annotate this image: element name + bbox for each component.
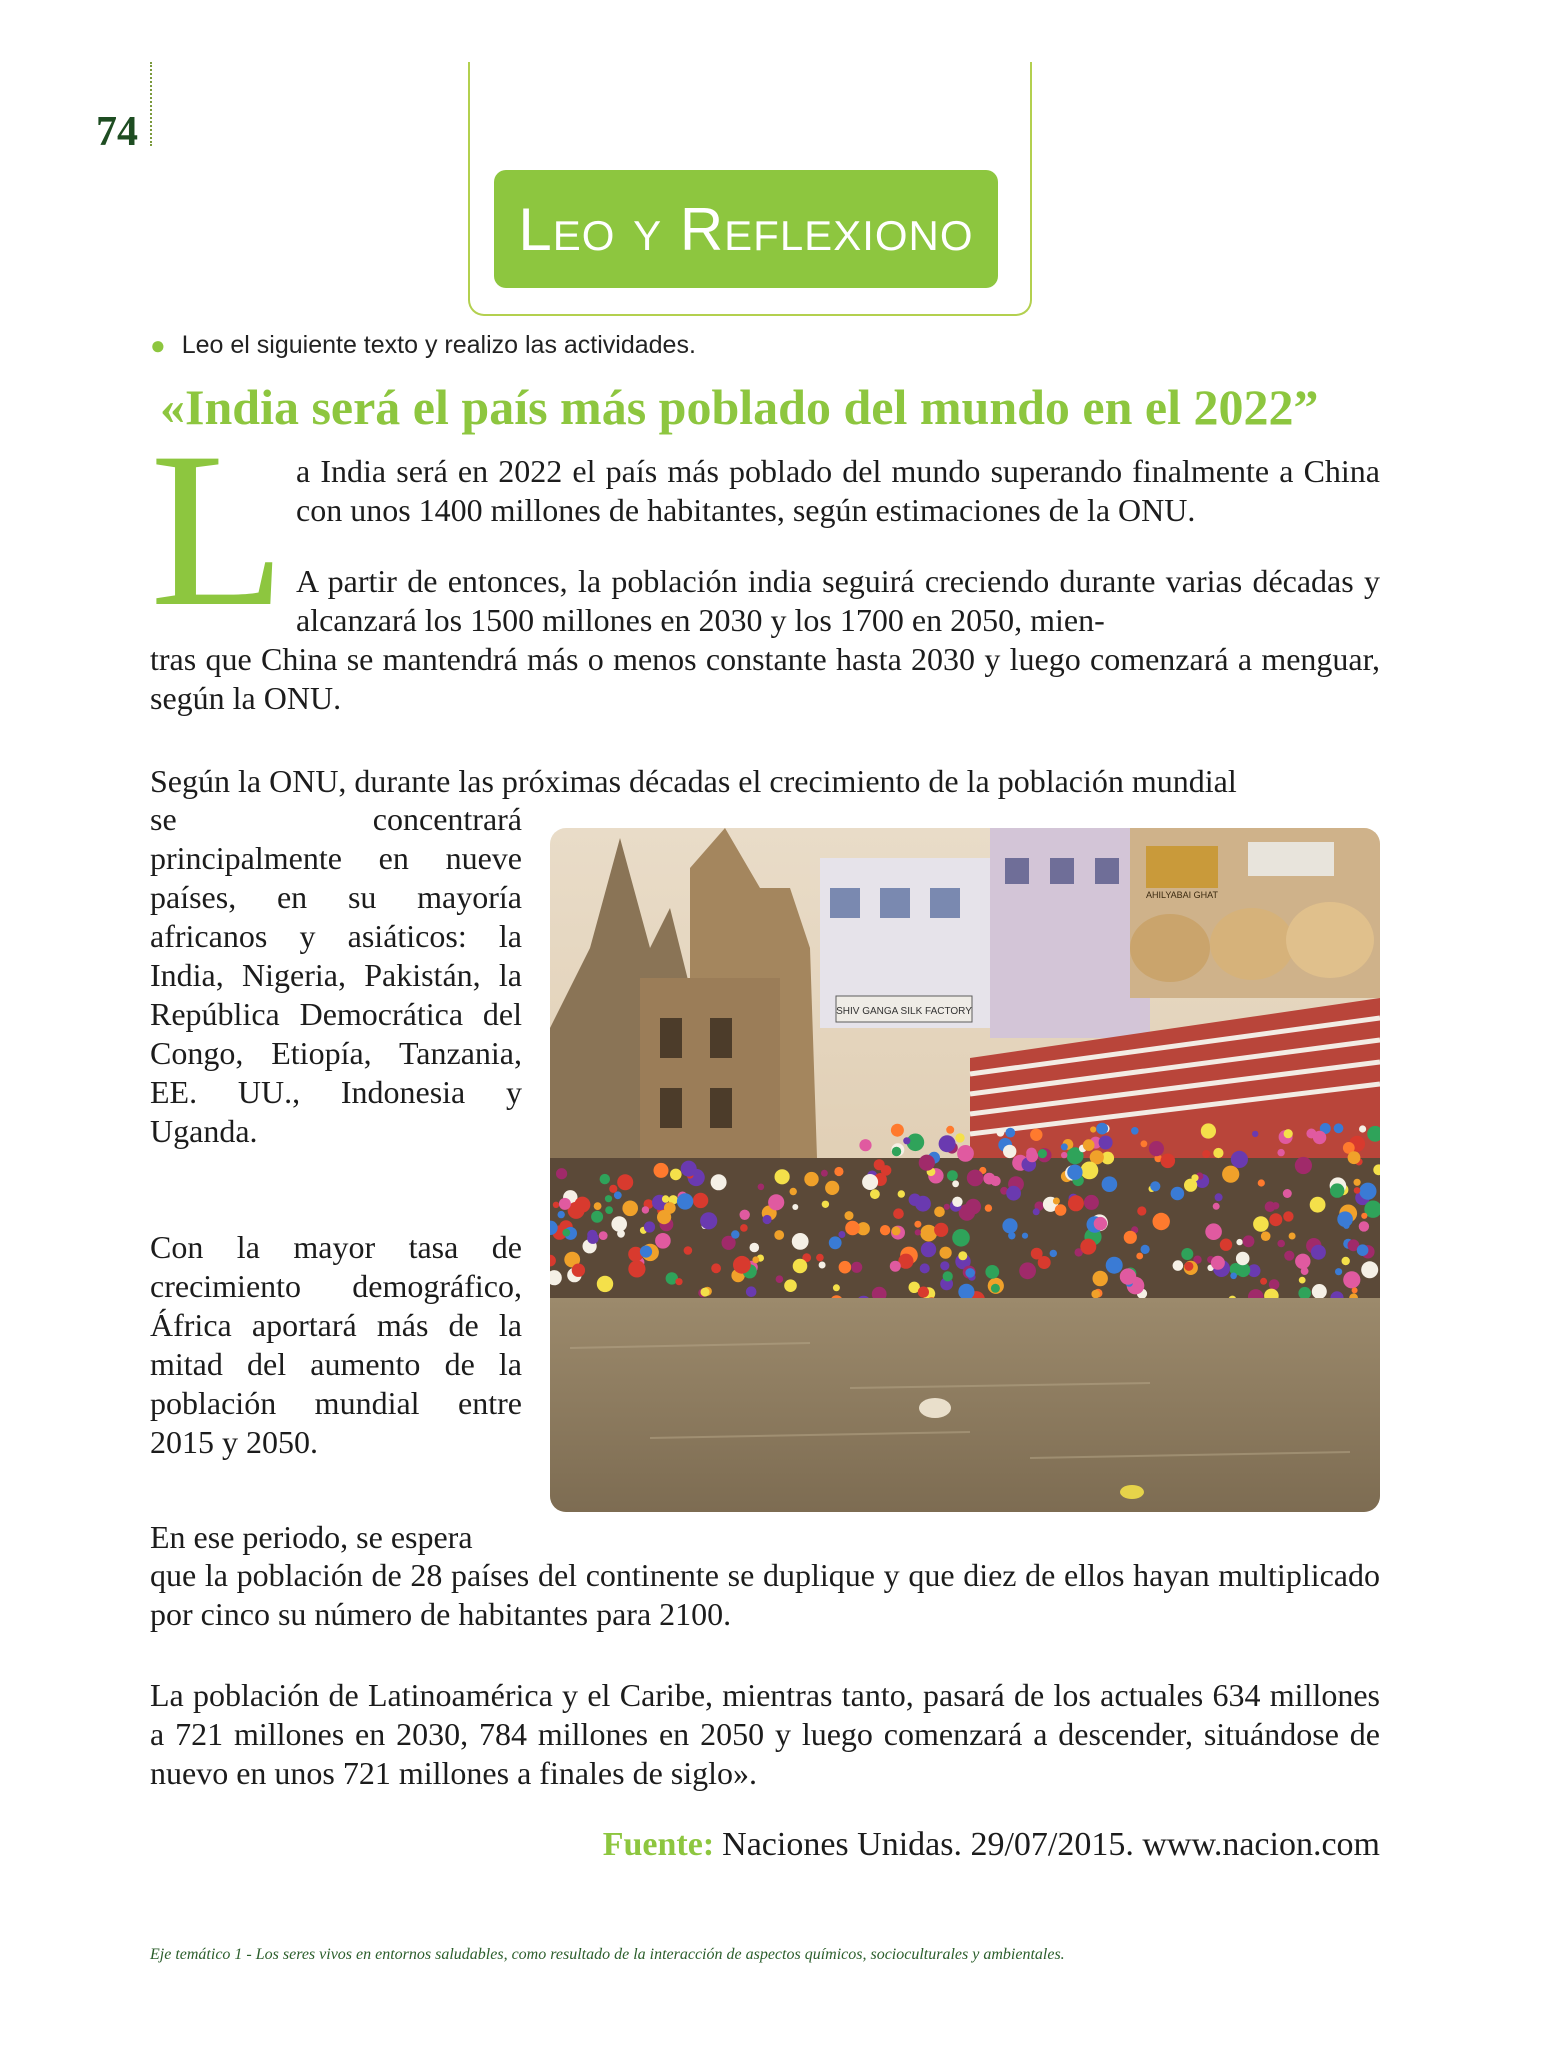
crowd-figure <box>915 1196 931 1212</box>
crowd-figure <box>829 1236 842 1249</box>
crowd-figure <box>1213 1203 1220 1210</box>
crowd-figure <box>944 1204 950 1210</box>
crowd-figure <box>833 1284 840 1291</box>
crowd-figure <box>1261 1231 1271 1241</box>
crowd-figure <box>1067 1165 1082 1180</box>
crowd-figure <box>845 1221 860 1236</box>
source-citation <box>603 1826 1380 1864</box>
crowd-figure <box>825 1181 839 1195</box>
paragraph-5: En ese periodo, se espera <box>150 1519 473 1555</box>
crowd-figure <box>1289 1233 1296 1240</box>
crowd-figure <box>1230 1273 1237 1280</box>
crowd-figure <box>1099 1136 1113 1150</box>
crowd-figure <box>1354 1187 1361 1194</box>
crowd-figure <box>1141 1140 1148 1147</box>
crowd-figure <box>594 1202 602 1210</box>
page-number-divider <box>150 62 152 146</box>
crowd-figure <box>1002 1218 1017 1233</box>
crowd-figure <box>793 1259 808 1274</box>
crowd-figure <box>839 1261 852 1274</box>
crowd-figure <box>1312 1284 1327 1299</box>
crowd-figure <box>758 1184 765 1191</box>
ganges-ghat-photo <box>550 828 1380 1512</box>
crowd-figure <box>1080 1239 1096 1255</box>
crowd-figure <box>792 1233 809 1250</box>
crowd-figure <box>1236 1252 1250 1266</box>
crowd-figure <box>662 1195 669 1202</box>
crowd-figure <box>1026 1148 1037 1159</box>
crowd-figure <box>1354 1179 1361 1186</box>
crowd-figure <box>609 1185 617 1193</box>
crowd-figure <box>1094 1217 1107 1230</box>
crowd-figure <box>1030 1129 1042 1141</box>
crowd-figure <box>774 1230 784 1240</box>
crowd-figure <box>958 1251 967 1260</box>
crowd-figure <box>733 1256 751 1274</box>
crowd-figure <box>763 1215 772 1224</box>
crowd-figure <box>558 1211 565 1218</box>
crowd-figure <box>556 1168 567 1179</box>
crowd-figure <box>1330 1183 1344 1197</box>
crowd-figure <box>1055 1204 1067 1216</box>
crowd-figure <box>693 1193 708 1208</box>
crowd-figure <box>750 1243 760 1253</box>
crowd-figure <box>862 1174 878 1190</box>
crowd-figure <box>670 1169 682 1181</box>
crowd-figure <box>1299 1277 1306 1284</box>
crowd-figure <box>644 1221 655 1232</box>
crowd-figure <box>1283 1189 1292 1198</box>
crowd-figure <box>1342 1257 1350 1265</box>
crowd-figure <box>1359 1125 1366 1132</box>
crowd-figure <box>562 1229 570 1237</box>
crowd-figure <box>819 1262 826 1269</box>
crowd-figure <box>983 1173 995 1185</box>
crowd-figure <box>1361 1261 1378 1278</box>
crowd-figure <box>891 1124 904 1137</box>
crowd-figure <box>834 1167 843 1176</box>
crowd-figure <box>816 1254 824 1262</box>
crowd-figure <box>821 1170 828 1177</box>
crowd-figure <box>1220 1239 1232 1251</box>
crowd-figure <box>775 1169 790 1184</box>
paragraph-2-continued: tras que China se mantendrá más o menos constante hasta 2030 y luego comenzará a menguar, según la ONU. <box>150 641 1380 716</box>
crowd-figure <box>684 1246 693 1255</box>
crowd-figure <box>804 1172 818 1186</box>
crowd-figure <box>943 1271 953 1281</box>
paragraph-4: Con la mayor tasa de crecimiento demográfico, África aportará más de la mitad del aumento de la población mundial entre 2015 y 2050. <box>150 1229 522 1460</box>
crowd-figure <box>640 1246 652 1258</box>
crowd-figure <box>1313 1131 1326 1144</box>
crowd-figure <box>952 1197 962 1207</box>
crowd-figure <box>574 1197 590 1213</box>
crowd-figure <box>1136 1253 1143 1260</box>
crowd-figure <box>920 1263 930 1273</box>
crowd-figure <box>934 1223 948 1237</box>
crowd-figure <box>851 1262 862 1273</box>
crowd-figure <box>1033 1208 1040 1215</box>
crowd-figure <box>553 1202 559 1208</box>
crowd-figure <box>914 1221 921 1228</box>
crowd-figure <box>572 1264 585 1277</box>
crowd-figure <box>591 1211 603 1223</box>
paragraph-2: A partir de entonces, la población india seguirá creciendo durante varias décadas y alcanzará los 1500 millones en 2030 y los 1700 en 2050, mien- <box>296 563 1380 638</box>
crowd-figure <box>1019 1262 1036 1279</box>
crowd-figure <box>957 1145 974 1162</box>
crowd-figure <box>893 1208 904 1219</box>
crowd-figure <box>859 1139 871 1151</box>
crowd-figure <box>965 1199 981 1215</box>
crowd-figure <box>898 1190 905 1197</box>
photo-sign-factory: SHIV GANGA SILK FACTORY <box>836 1006 972 1017</box>
crowd-figure <box>768 1194 784 1210</box>
crowd-figure <box>1003 1145 1016 1158</box>
crowd-figure <box>677 1193 693 1209</box>
crowd-figure <box>1361 1213 1367 1219</box>
crowd-figure <box>617 1174 633 1190</box>
crowd-figure <box>1269 1279 1280 1290</box>
source-label: Fuente: <box>602 1826 715 1863</box>
crowd-figure <box>1335 1268 1342 1275</box>
crowd-figure <box>822 1201 829 1208</box>
crowd-figure <box>622 1201 638 1217</box>
crowd-figure <box>675 1278 682 1285</box>
crowd-figure <box>985 1204 992 1211</box>
crowd-figure <box>1236 1239 1242 1245</box>
crowd-figure <box>1006 1186 1021 1201</box>
crowd-figure <box>1201 1123 1216 1138</box>
crowd-figure <box>614 1191 622 1199</box>
crowd-figure <box>1141 1245 1150 1254</box>
crowd-figure <box>654 1163 669 1178</box>
crowd-figure <box>1022 1233 1028 1239</box>
crowd-figure <box>892 1226 901 1235</box>
crowd-figure <box>1310 1197 1326 1213</box>
crowd-figure <box>611 1216 627 1232</box>
crowd-figure <box>958 1284 974 1300</box>
crowd-figure <box>746 1286 757 1297</box>
crowd-figure <box>740 1224 748 1232</box>
crowd-figure <box>1298 1287 1311 1300</box>
crowd-figure <box>903 1137 910 1144</box>
crowd-figure <box>1343 1271 1360 1288</box>
crowd-figure <box>776 1275 784 1283</box>
crowd-figure <box>664 1202 676 1214</box>
photo-sign-ghat: AHILYABAI GHAT <box>1145 890 1219 900</box>
crowd-figure <box>892 1147 901 1156</box>
crowd-figure <box>740 1210 750 1220</box>
crowd-figure <box>599 1231 608 1240</box>
crowd-figure <box>890 1261 901 1272</box>
drop-cap: L <box>150 407 286 653</box>
crowd-figure <box>946 1126 954 1134</box>
crowd-figure <box>1213 1148 1223 1158</box>
crowd-figure <box>1352 1287 1358 1293</box>
crowd-figure <box>915 1229 921 1235</box>
crowd-figure <box>1153 1213 1170 1230</box>
crowd-figure <box>1106 1257 1123 1274</box>
crowd-figure <box>997 1129 1005 1137</box>
crowd-figure <box>1093 1271 1108 1286</box>
crowd-figure <box>1102 1176 1118 1192</box>
crowd-figure <box>1202 1150 1210 1158</box>
crowd-figure <box>587 1230 597 1240</box>
crowd-figure <box>1272 1202 1279 1209</box>
crowd-figure <box>985 1265 999 1279</box>
crowd-figure <box>1096 1123 1108 1135</box>
crowd-figure <box>681 1161 697 1177</box>
crowd-figure <box>1359 1183 1376 1200</box>
crowd-figure <box>1061 1143 1068 1150</box>
crowd-figure <box>1252 1131 1258 1137</box>
crowd-figure <box>597 1276 613 1292</box>
crowd-figure <box>752 1256 759 1263</box>
crowd-figure <box>1081 1162 1099 1180</box>
crowd-figure <box>1337 1211 1353 1227</box>
crowd-figure <box>1269 1213 1282 1226</box>
crowd-figure <box>1243 1235 1255 1247</box>
crowd-figure <box>1359 1221 1369 1231</box>
crowd-figure <box>1181 1248 1193 1260</box>
paragraph-6: La población de Latinoamérica y el Caribe, mientras tanto, pasará de los actuales 634 millones a 721 millones en 2030, 784 millones en 2050 y luego comenzará a descender, situándose de nuevo en unos 721 millones a finales de siglo». <box>150 1677 1380 1791</box>
crowd-figure <box>1084 1195 1099 1210</box>
crowd-figure <box>1149 1141 1164 1156</box>
crowd-figure <box>1068 1195 1084 1211</box>
paragraph-3: Según la ONU, durante las próximas décadas el crecimiento de la población mundial <box>150 763 1237 799</box>
crowd-figure <box>559 1198 571 1210</box>
crowd-figure <box>952 1229 970 1247</box>
crowd-figure <box>845 1211 854 1220</box>
crowd-figure <box>1253 1216 1269 1232</box>
crowd-figure <box>700 1212 717 1229</box>
instruction <box>150 330 696 361</box>
crowd-figure <box>1334 1123 1344 1133</box>
crowd-figure <box>1137 1206 1146 1215</box>
crowd-figure <box>1295 1157 1312 1174</box>
crowd-figure <box>605 1206 613 1214</box>
crowd-figure <box>1231 1151 1248 1168</box>
crowd-figure <box>1090 1126 1096 1132</box>
crowd-figure <box>1091 1290 1100 1299</box>
crowd-figure <box>919 1155 935 1171</box>
crowd-figure <box>940 1247 952 1259</box>
crowd-figure <box>1120 1268 1136 1284</box>
crowd-figure <box>939 1135 956 1152</box>
page-number: 74 <box>96 109 138 155</box>
crowd-figure <box>1284 1251 1294 1261</box>
crowd-figure <box>1184 1262 1193 1271</box>
crowd-figure <box>1311 1245 1326 1260</box>
crowd-figure <box>1005 1128 1015 1138</box>
photo-illustration <box>550 828 1380 1512</box>
crowd-figure <box>792 1204 798 1210</box>
crowd-figure <box>1211 1256 1225 1270</box>
crowd-figure <box>1171 1187 1185 1201</box>
crowd-figure <box>934 1207 945 1218</box>
crowd-figure <box>1348 1151 1361 1164</box>
crowd-figure <box>1277 1149 1284 1156</box>
crowd-figure <box>921 1242 936 1257</box>
article-headline: «India será el país más poblado del mundo en el 2022” <box>160 379 1319 435</box>
crowd-figure <box>1053 1198 1060 1205</box>
crowd-figure <box>838 1231 845 1238</box>
crowd-figure <box>1295 1254 1310 1269</box>
section-title: Leo y Reflexiono <box>494 170 998 288</box>
crowd-figure <box>955 1133 964 1142</box>
paragraph-5-continued: que la población de 28 países del continente se duplique y que diez de ellos hayan multiplicado por cinco su número de habitantes para 2100. <box>150 1557 1380 1632</box>
crowd-figure <box>1083 1139 1095 1151</box>
crowd-figure <box>952 1180 959 1187</box>
crowd-figure <box>880 1225 890 1235</box>
crowd-figure <box>711 1174 727 1190</box>
crowd-figure <box>1191 1174 1198 1181</box>
crowd-figure <box>1150 1181 1160 1191</box>
crowd-figure <box>1215 1193 1223 1201</box>
crowd-figure <box>965 1268 975 1278</box>
crowd-figure <box>870 1189 880 1199</box>
crowd-figure <box>605 1195 612 1202</box>
crowd-figure <box>784 1279 797 1292</box>
crowd-figure <box>1357 1244 1369 1256</box>
crowd-figure <box>1283 1211 1293 1221</box>
crowd-figure <box>967 1170 984 1187</box>
crowd-figure <box>1173 1260 1184 1271</box>
crowd-figure <box>790 1188 797 1195</box>
crowd-figure <box>874 1159 885 1170</box>
crowd-figure <box>940 1261 949 1270</box>
crowd-figure <box>1260 1278 1267 1285</box>
crowd-figure <box>1131 1127 1139 1135</box>
crowd-figure <box>1050 1250 1057 1257</box>
footer-theme: Eje temático 1 - Los seres vivos en entornos saludables, como resultado de la interacción de aspectos químicos, socioculturales y ambientales. <box>150 1946 1065 1963</box>
crowd-figure <box>991 1284 1000 1293</box>
crowd-figure <box>1161 1154 1176 1169</box>
paragraph-3-continued: se concentrará principalmente en nueve países, en su mayoría africanos y asiáticos: la India, Nigeria, Pakistán, la República Democrática del Congo, Etiopía, Tanzania, EE. UU., Indonesia y Uganda. <box>150 801 522 1149</box>
crowd-figure <box>1258 1179 1265 1186</box>
crowd-figure <box>1124 1231 1137 1244</box>
bullet-icon: ● <box>150 330 166 360</box>
crowd-figure <box>1038 1256 1051 1269</box>
crowd-figure <box>920 1225 937 1242</box>
crowd-figure <box>642 1206 649 1213</box>
crowd-figure <box>600 1174 610 1184</box>
crowd-figure <box>711 1263 721 1273</box>
paragraph-1: a India será en 2022 el país más poblado del mundo superando finalmente a China con unos 1400 millones de habitantes, según estimaciones de la ONU. <box>296 453 1380 528</box>
crowd-figure <box>731 1230 739 1238</box>
crowd-figure <box>1222 1166 1239 1183</box>
crowd-figure <box>701 1288 710 1297</box>
crowd-figure <box>1061 1152 1067 1158</box>
crowd-figure <box>918 1287 929 1298</box>
crowd-figure <box>1205 1223 1222 1240</box>
crowd-figure <box>947 1170 958 1181</box>
crowd-figure <box>1277 1240 1285 1248</box>
crowd-figure <box>1284 1129 1293 1138</box>
source-text: Naciones Unidas. 29/07/2015. www.nacion.com <box>722 1826 1380 1863</box>
crowd-figure <box>628 1260 645 1277</box>
instruction-text: Leo el siguiente texto y realizo las actividades. <box>181 331 696 359</box>
crowd-figure <box>1038 1149 1047 1158</box>
crowd-figure <box>655 1233 671 1249</box>
